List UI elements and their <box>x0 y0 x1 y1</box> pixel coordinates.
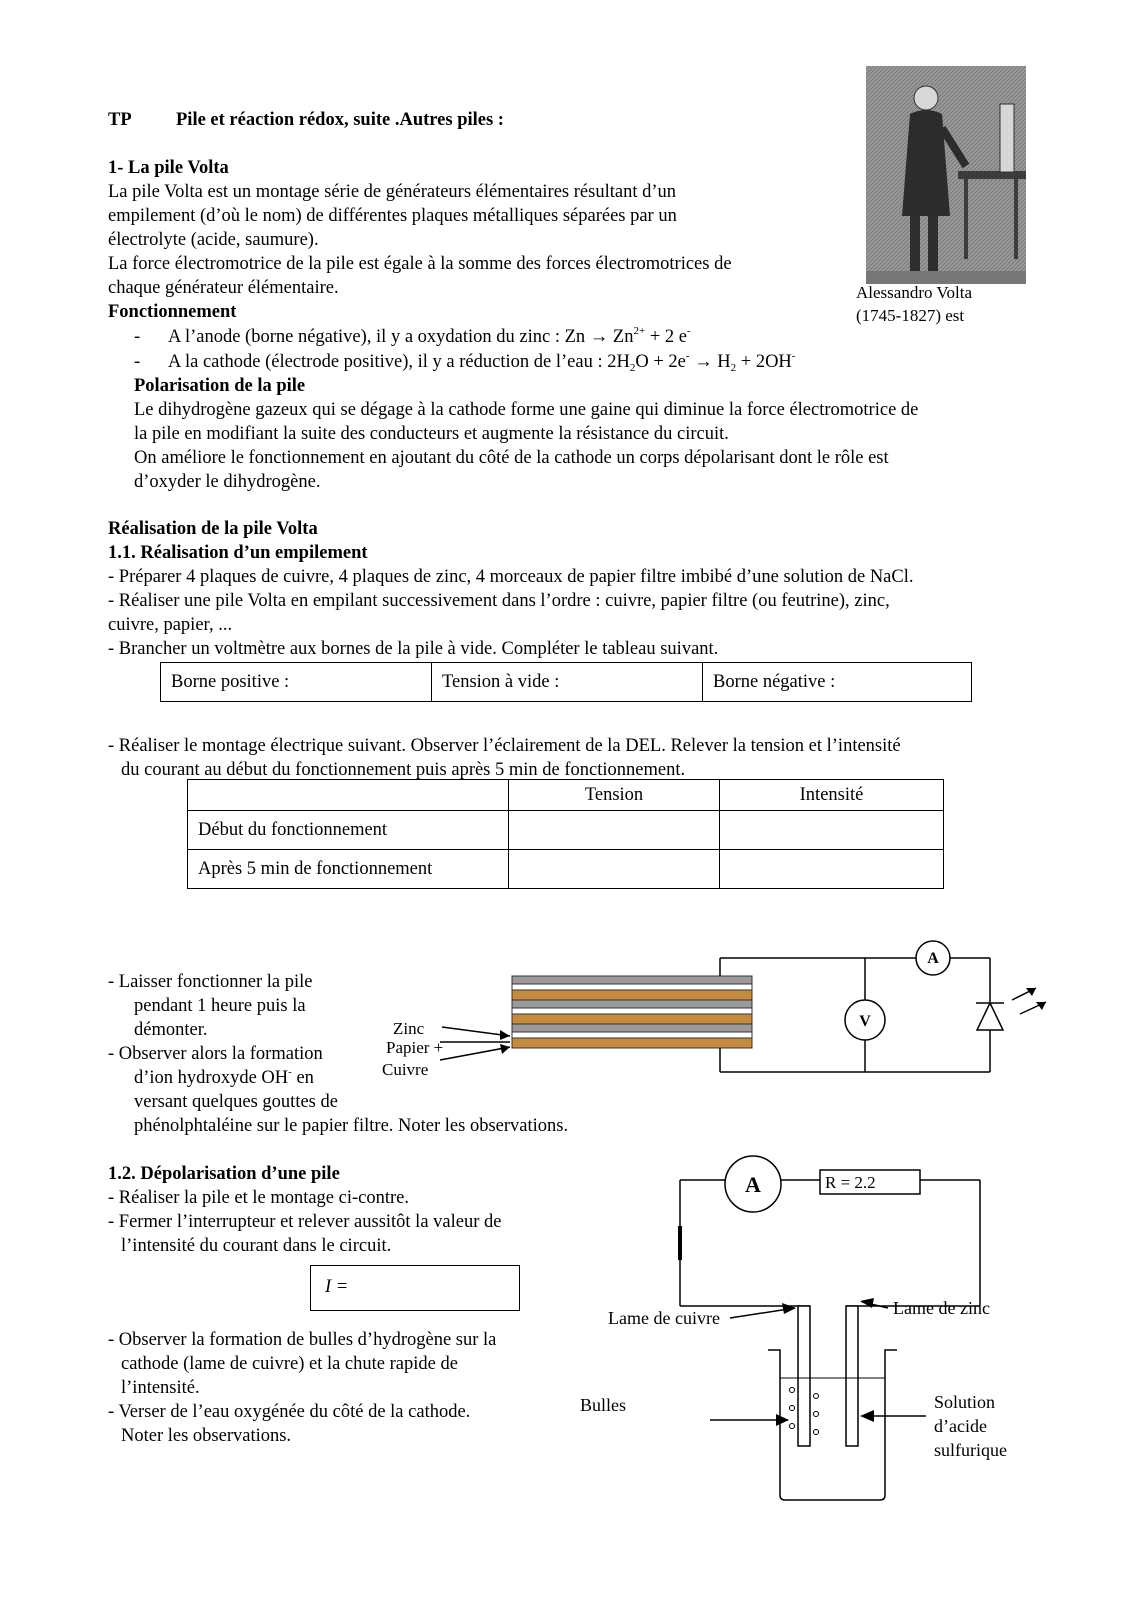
anode-tail: + 2 e <box>645 327 687 347</box>
tp-label: TP <box>108 110 132 130</box>
label-lame-cuivre: Lame de cuivre <box>608 1308 720 1328</box>
laisser-line: - Laisser fonctionner la pile <box>108 972 313 992</box>
subscript: 2 <box>629 362 636 374</box>
row-label: Après 5 min de fonctionnement <box>188 850 509 889</box>
laisser-line: phénolphtaléine sur le papier filtre. Noter les observations. <box>134 1116 569 1136</box>
portrait-caption-2: (1745-1827) est <box>856 306 965 325</box>
instruction-line: cuivre, papier, ... <box>108 615 233 635</box>
intro-line: empilement (d’où le nom) de différentes plaques métalliques séparées par un <box>108 206 677 226</box>
row-label: Début du fonctionnement <box>188 811 509 850</box>
instruction-line: - Brancher un voltmètre aux bornes de la pile à vide. Compléter le tableau suivant. <box>108 639 719 659</box>
montage-line: du courant au début du fonctionnement puis après 5 min de fonctionnement. <box>121 760 686 780</box>
header-cell: Intensité <box>720 780 944 811</box>
led-icon <box>976 988 1046 1030</box>
zinc-plate <box>846 1306 858 1446</box>
charge-sup: - <box>791 350 796 362</box>
copper-plate <box>512 1014 752 1024</box>
laisser-line: versant quelques gouttes de <box>134 1092 338 1112</box>
subscript: 2 <box>730 362 737 374</box>
empilement-heading: 1.1. Réalisation d’un empilement <box>108 543 368 563</box>
laisser-line: démonter. <box>134 1020 208 1040</box>
laisser-line: pendant 1 heure puis la <box>134 996 306 1016</box>
oh-text: d’ion hydroxyde OH <box>134 1068 289 1088</box>
charge-sup: - <box>685 350 690 362</box>
depolarisation-diagram <box>580 1150 1060 1510</box>
copper-plate <box>512 1038 752 1048</box>
instruction-line: - Réaliser une pile Volta en empilant successivement dans l’ordre : cuivre, papier filtre (ou feutrine), zinc, <box>108 591 890 611</box>
stack-label-cuivre: Cuivre <box>382 1060 429 1079</box>
polarisation-heading: Polarisation de la pile <box>134 376 306 396</box>
voltage-table <box>160 662 972 702</box>
copper-plate <box>512 990 752 1000</box>
charge-sup: 2+ <box>633 325 646 337</box>
beaker <box>768 1350 897 1500</box>
stack-label-papier: Papier + <box>386 1038 444 1057</box>
instruction-line: - Préparer 4 plaques de cuivre, 4 plaques de zinc, 4 morceaux de papier filtre imbibé d’une solution de NaCl. <box>108 567 914 587</box>
volta-stack-circuit <box>480 930 1060 1110</box>
cathode-equation <box>168 350 795 374</box>
intensite-cell[interactable] <box>720 811 944 850</box>
charge-sup: - <box>686 325 691 337</box>
depol-line: l’intensité du courant dans le circuit. <box>121 1236 392 1256</box>
intro-line: La pile Volta est un montage série de générateurs élémentaires résultant d’un <box>108 182 676 202</box>
intensite-cell[interactable] <box>720 850 944 889</box>
label-bulles: Bulles <box>580 1395 627 1415</box>
observation-line: Noter les observations. <box>121 1426 292 1446</box>
polarisation-line: la pile en modifiant la suite des conducteurs et augmente la résistance du circuit. <box>134 424 729 444</box>
page-title: Pile et réaction rédox, suite .Autres piles : <box>176 110 504 130</box>
tension-cell[interactable] <box>509 850 720 889</box>
ammeter-label: A <box>745 1172 761 1197</box>
label-lame-zinc: Lame de zinc <box>893 1298 990 1318</box>
polarisation-line: On améliore le fonctionnement en ajoutant du côté de la cathode un corps dépolarisant dont le rôle est <box>134 448 889 468</box>
depol-line: - Fermer l’interrupteur et relever aussitôt la valeur de <box>108 1212 502 1232</box>
paper-layer <box>512 1032 752 1038</box>
charge-sup: - <box>288 1066 292 1078</box>
bullet: - <box>134 352 141 372</box>
observation-line: - Verser de l’eau oxygénée du côté de la cathode. <box>108 1402 471 1422</box>
zinc-plate <box>512 976 752 984</box>
header-cell: Tension <box>509 780 720 811</box>
cell-borne-positive[interactable]: Borne positive : <box>161 663 432 702</box>
intensity-label: I = <box>325 1277 349 1297</box>
cathode-text: A la cathode (électrode positive), il y a réduction de l’eau : 2H <box>168 352 630 372</box>
intro-line: La force électromotrice de la pile est égale à la somme des forces électromotrices de <box>108 254 732 274</box>
observation-line: cathode (lame de cuivre) et la chute rapide de <box>121 1354 458 1374</box>
oh-tail: en <box>291 1068 314 1088</box>
observation-line: l’intensité. <box>121 1378 200 1398</box>
bullet: - <box>134 327 141 347</box>
intro-line: chaque générateur élémentaire. <box>108 278 339 298</box>
paper-layer <box>512 1008 752 1014</box>
label-solution: sulfurique <box>934 1440 1007 1460</box>
observation-line: - Observer la formation de bulles d’hydrogène sur la <box>108 1330 497 1350</box>
cathode-mid: O + 2e <box>635 352 686 372</box>
depolarisation-heading: 1.2. Dépolarisation d’une pile <box>108 1164 340 1184</box>
zinc-plate <box>512 1024 752 1032</box>
header-cell <box>188 780 509 811</box>
paper-layer <box>512 984 752 990</box>
polarisation-line: Le dihydrogène gazeux qui se dégage à la cathode forme une gaine qui diminue la force électromotrice de <box>134 400 919 420</box>
intro-line: électrolyte (acide, saumure). <box>108 230 319 250</box>
label-solution: Solution <box>934 1392 996 1412</box>
laisser-line-oh <box>134 1066 314 1090</box>
cathode-tail: + 2OH <box>736 352 792 372</box>
depol-line: - Réaliser la pile et le montage ci-contre. <box>108 1188 410 1208</box>
intensity-box[interactable] <box>310 1265 520 1311</box>
measurement-table <box>187 779 944 889</box>
cathode-mid2: → H <box>689 352 731 372</box>
zinc-plate <box>512 1000 752 1008</box>
copper-plate <box>798 1306 810 1446</box>
laisser-line: - Observer alors la formation <box>108 1044 323 1064</box>
anode-equation <box>168 325 691 349</box>
voltmeter-label: V <box>859 1013 871 1030</box>
realisation-heading: Réalisation de la pile Volta <box>108 519 318 539</box>
stack-label-zinc: Zinc <box>393 1019 425 1038</box>
tension-cell[interactable] <box>509 811 720 850</box>
montage-line: - Réaliser le montage électrique suivant. Observer l’éclairement de la DEL. Relever la tension et l’intensité <box>108 736 901 756</box>
volta-portrait-image <box>866 66 1026 284</box>
label-solution: d’acide <box>934 1416 987 1436</box>
cell-tension-vide[interactable]: Tension à vide : <box>432 663 703 702</box>
section-heading: 1- La pile Volta <box>108 158 229 178</box>
ammeter-label: A <box>927 950 939 967</box>
portrait-caption-1: Alessandro Volta <box>856 283 973 302</box>
polarisation-line: d’oxyder le dihydrogène. <box>134 472 321 492</box>
resistor-label: R = 2.2 <box>825 1173 876 1192</box>
cell-borne-negative[interactable]: Borne négative : <box>703 663 972 702</box>
anode-text: A l’anode (borne négative), il y a oxydation du zinc : Zn → Zn <box>168 327 634 347</box>
fonctionnement-heading: Fonctionnement <box>108 302 237 322</box>
